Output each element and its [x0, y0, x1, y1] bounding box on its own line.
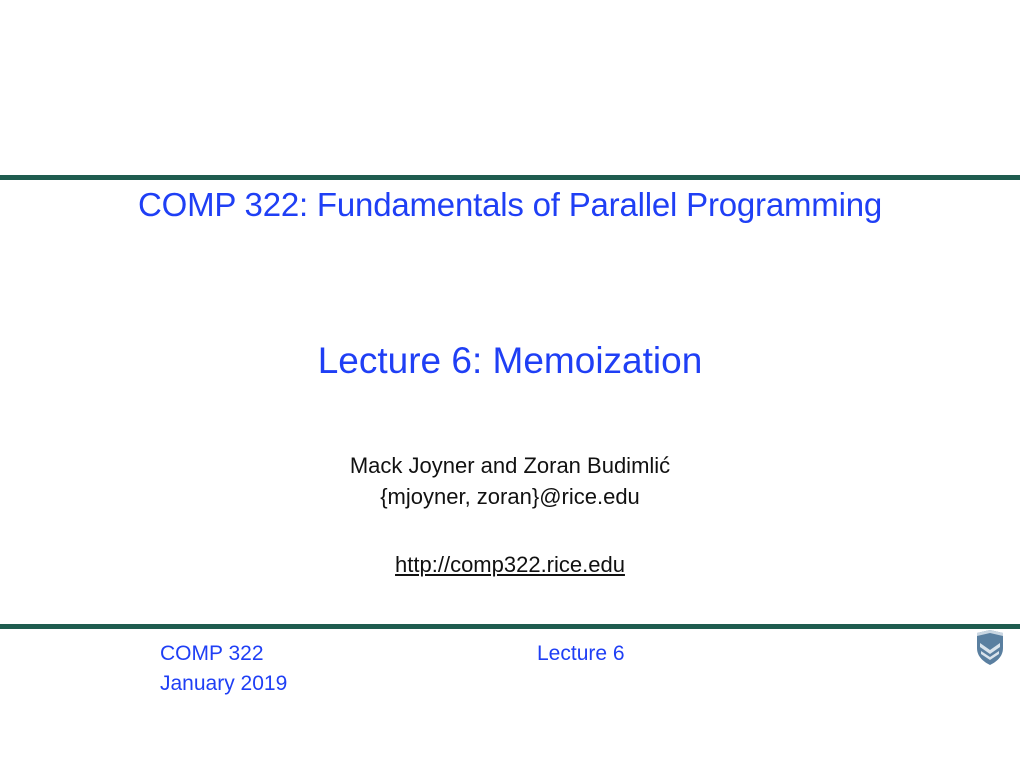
course-url-link[interactable]: http://comp322.rice.edu — [395, 552, 625, 577]
footer-lecture: Lecture 6 — [537, 642, 625, 665]
authors-block — [0, 450, 1020, 512]
lecture-title: Lecture 6: Memoization — [317, 340, 703, 381]
footer-course: COMP 322 — [160, 642, 264, 665]
rice-shield-icon — [975, 630, 1005, 666]
footer-left — [160, 639, 287, 699]
footer-center — [537, 639, 625, 669]
bottom-divider — [0, 624, 1020, 629]
footer-date: January 2019 — [160, 672, 288, 695]
course-title: COMP 322: Fundamentals of Parallel Programming — [137, 186, 883, 223]
author-names: Mack Joyner and Zoran Budimlić — [349, 453, 671, 478]
top-divider — [0, 175, 1020, 180]
course-url-block — [0, 552, 1020, 578]
author-emails: {mjoyner, zoran}@rice.edu — [380, 484, 640, 509]
